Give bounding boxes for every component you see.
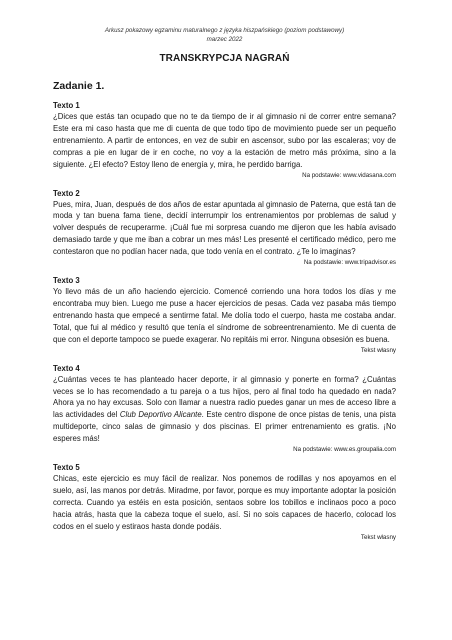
club-name: Club Deportivo Alicante [119,410,202,420]
text-body: ¿Dices que estás tan ocupado que no te da tiempo de ir al gimnasio ni de correr entre semana? Este era mi caso hasta que me di cuenta de que todo tipo de movimiento puede ser un pequeño entrenamiento. A partir de entonces, en vez de subir en ascensor, subo por las escaleras; voy de compras a pie en lugar de ir en coche, no voy a la estación de metro más próxima, sino a la siguiente. ¿El efecto? Estoy lleno de energía y, mira, he perdido barriga. [53,112,396,169]
text-source: Tekst własny [360,533,396,541]
text-body: Chicas, este ejercicio es muy fácil de realizar. Nos ponemos de rodillas y nos apoyamos en el suelo, así, las manos por detrás. Miradme, por favor, porque es muy importante adoptar la posición correcta. Cuando ya estéis en esta posición, sentaos sobre los tobillos e inclinaos poco a poco hacia atrás, hasta que la cabeza toque el suelo, así. Si no sois capaces de hacerlo, colocad los codos en el suelo y estiraos hasta donde podáis. [53,474,396,531]
exam-header: Arkusz pokazowy egzaminu maturalnego z języka hiszpańskiego (poziom podstawowy) [104,27,345,34]
text-source: Tekst własny [360,346,396,354]
text-section-2 [53,189,396,268]
text-title: Texto 3 [53,276,80,286]
text-section-4 [53,364,396,454]
text-section-3 [53,276,396,355]
text-title: Texto 4 [53,363,80,373]
page-title: TRANSKRYPCJA NAGRAŃ [159,53,290,64]
text-section-1 [53,101,396,180]
text-source: Na podstawie: www.es.groupalia.com [293,446,396,454]
text-source: Na podstawie: www.vidasana.com [302,171,396,179]
text-source: Na podstawie: www.tripadvisor.es [303,259,396,267]
exam-date: marzec 2022 [206,35,243,43]
text-body: Yo llevo más de un año haciendo ejercicio. Comencé corriendo una hora todos los días y me encontraba muy bien. Luego me puse a hacer ejercicios de pesas. Cada vez pasaba más tiempo entrenando hasta que empecé a sentirme fatal. Me dolía todo el cuerpo, hasta me costaba andar. Total, que fui al médico y resultó que tenía el síndrome de sobreentrenamiento. Me di cuenta de que con el deporte tampoco se puede exagerar. No repitáis mi error. Ninguna obsesión es buena. [53,287,396,344]
text-body-part: . Este centro dispone de once pistas de tenis, una pista multideporte, cinco salas de gimnasio y dos piscinas. El primer entrenamiento es gratis. ¡No esperes más! [53,410,396,444]
text-section-5 [53,463,396,542]
text-body [53,374,396,445]
text-title: Texto 5 [53,463,80,473]
text-body-part: ¿Cuántas veces te has planteado hacer deporte, ir al gimnasio y ponerte en forma? ¿Cuántas veces se lo has recomendado a tu pareja o a tus hijos, pero al final todo ha quedado en nada? Ahora ya no hay excusas. Solo con llamar a nuestra radio puedes ganar un mes de acceso libre a las actividades del [53,374,396,420]
task-heading: Zadanie 1. [53,80,105,92]
text-title: Texto 1 [53,101,80,110]
text-title: Texto 2 [53,188,80,198]
text-body: Pues, mira, Juan, después de dos años de estar apuntada al gimnasio de Paterna, que está tan de moda y tan buena fama tiene, decidí interrumpir los entrenamientos por problemas de salud y volver después de recuperarme. ¡Cuál fue mi sorpresa cuando me dijeron que les había avisado demasiado tarde y que me iban a cobrar un mes más! Les presenté el certificado médico, pero me contestaron que no podían hacer nada, que todo venía en el contrato. ¿Te lo imaginas? [53,199,396,257]
